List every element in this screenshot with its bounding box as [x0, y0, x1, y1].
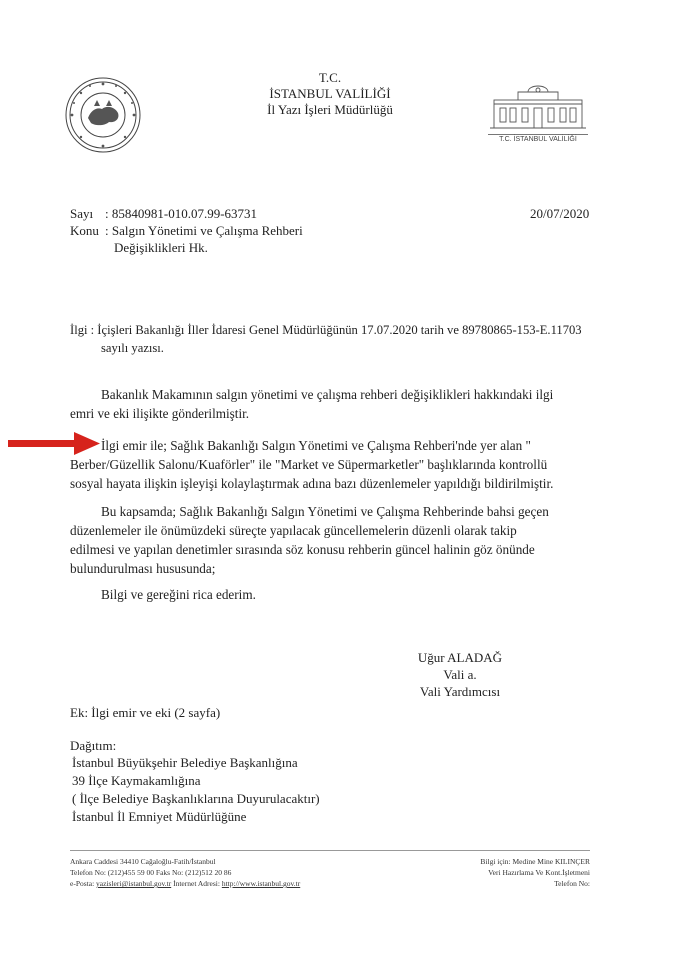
paragraph-1-line-1: Bakanlık Makamının salgın yönetimi ve çalışma rehberi değişiklikleri hakkındaki ilgi	[101, 387, 554, 402]
footer-web-link[interactable]: http://www.istanbul.gov.tr	[221, 879, 301, 888]
footer-phone: Telefon No: (212)455 59 00 Faks No: (212)512 20 86	[70, 868, 232, 877]
sayi-value: : 85840981-010.07.99-63731	[105, 206, 258, 221]
paragraph-3-line-3: edilmesi ve yapılan denetimler sırasında söz konusu rehberin güncel halinin göz önünde	[70, 542, 535, 557]
header-tc: T.C.	[318, 70, 342, 85]
paragraph-2-line-1: İlgi emir ile; Sağlık Bakanlığı Salgın Yönetimi ve Çalışma Rehberi'nde yer alan "	[101, 438, 531, 453]
footer-email-link[interactable]: yazisleri@istanbul.gov.tr	[96, 879, 172, 888]
paragraph-2-line-3: sosyal hayata ilişkin işleyişi kolaylaştırmak adına bazı düzenlemeler yapıldığı bildirilmiştir.	[70, 476, 554, 491]
footer-email-label: e-Posta:	[70, 879, 97, 888]
footer-address: Ankara Caddesi 34410 Cağaloğlu-Fatih/İstanbul	[70, 857, 216, 866]
distribution-item: İstanbul Büyükşehir Belediye Başkanlığına	[72, 755, 298, 770]
sayi-label: Sayı	[70, 206, 94, 221]
signatory-name: Uğur ALADAĞ	[417, 650, 503, 665]
attachment-note: Ek: İlgi emir ve eki (2 sayfa)	[70, 705, 221, 720]
governorship-building-logo-icon	[488, 82, 588, 146]
footer-contact-name: Bilgi için: Medine Mine KILINÇER	[480, 857, 590, 866]
signatory-title-1: Vali a.	[443, 667, 477, 682]
paragraph-2-line-2: Berber/Güzellik Salonu/Kuaförler" ile "Market ve Süpermarketler" başlıklarında kontrollü	[70, 457, 548, 472]
paragraph-1-line-2: emri ve eki ilişikte gönderilmiştir.	[70, 406, 250, 421]
distribution-item: ( İlçe Belediye Başkanlıklarına Duyurulacaktır)	[72, 791, 320, 806]
header-department: İl Yazı İşleri Müdürlüğü	[267, 102, 393, 117]
footer-contact-phone: Telefon No:	[554, 879, 590, 888]
footer-divider	[70, 850, 590, 851]
konu-value: : Salgın Yönetimi ve Çalışma Rehberi	[105, 223, 303, 238]
konu-label: Konu	[70, 223, 99, 238]
ilgi-text: İçişleri Bakanlığı İller İdaresi Genel Müdürlüğünün 17.07.2020 tarih ve 89780865-153-E.11703	[97, 323, 582, 337]
header-istanbul-valiligi: İSTANBUL VALİLİĞİ	[269, 86, 391, 101]
konu-value-continued: Değişiklikleri Hk.	[114, 240, 208, 255]
closing-sentence: Bilgi ve gereğini rica ederim.	[101, 587, 256, 602]
footer-web-label: İnternet Adresi:	[171, 879, 222, 888]
ilgi-label: İlgi :	[70, 323, 95, 337]
logo-caption: T.C. İSTANBUL VALİLİĞİ	[488, 134, 588, 145]
signatory-title-2: Vali Yardımcısı	[419, 684, 501, 699]
distribution-title: Dağıtım:	[70, 738, 117, 753]
paragraph-3-line-4: bulundurulması hususunda;	[70, 561, 216, 576]
distribution-item: 39 İlçe Kaymakamlığına	[72, 773, 201, 788]
footer-contact-role: Veri Hazırlama Ve Kont.İşletmeni	[488, 868, 590, 877]
paragraph-3-line-1: Bu kapsamda; Sağlık Bakanlığı Salgın Yönetimi ve Çalışma Rehberinde bahsi geçen	[101, 504, 549, 519]
istanbul-valiligi-seal-icon	[64, 76, 142, 154]
paragraph-3-line-2: düzenlemeler ile önümüzdeki süreçte yapılacak güncellemelerin düzenli olarak takip	[70, 523, 517, 538]
ilgi-text-continued: sayılı yazısı.	[101, 341, 164, 355]
document-date: 20/07/2020	[530, 206, 590, 221]
distribution-item: İstanbul İl Emniyet Müdürlüğüne	[72, 809, 247, 824]
